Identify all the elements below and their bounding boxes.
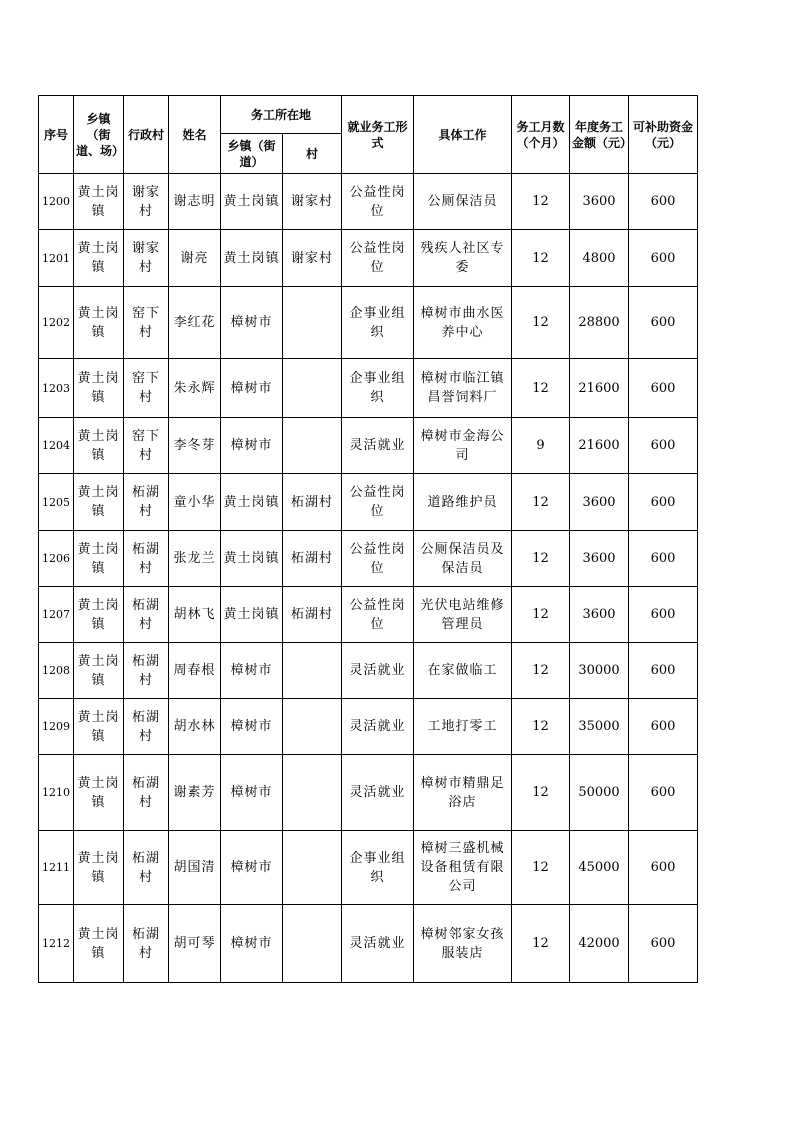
cell-months: 12 xyxy=(512,587,570,643)
cell-seq: 1207 xyxy=(39,587,74,643)
cell-subsidy: 600 xyxy=(629,287,698,359)
cell-job: 樟树市精鼎足浴店 xyxy=(414,755,512,831)
cell-job: 道路维护员 xyxy=(414,474,512,531)
cell-loc-township: 黄土岗镇 xyxy=(221,474,283,531)
cell-township: 黄土岗镇 xyxy=(74,474,124,531)
cell-subsidy: 600 xyxy=(629,755,698,831)
cell-loc-village xyxy=(283,287,342,359)
cell-months: 12 xyxy=(512,643,570,699)
cell-loc-township: 黄土岗镇 xyxy=(221,230,283,287)
cell-name: 谢素芳 xyxy=(169,755,221,831)
cell-township: 黄土岗镇 xyxy=(74,699,124,755)
cell-job: 公厕保洁员及保洁员 xyxy=(414,531,512,587)
cell-village: 窑下村 xyxy=(124,359,169,418)
cell-months: 12 xyxy=(512,174,570,230)
cell-village: 柘湖村 xyxy=(124,474,169,531)
cell-seq: 1202 xyxy=(39,287,74,359)
cell-job: 光伏电站维修管理员 xyxy=(414,587,512,643)
header-name: 姓名 xyxy=(169,96,221,174)
cell-job: 工地打零工 xyxy=(414,699,512,755)
cell-amount: 21600 xyxy=(570,359,629,418)
table-row xyxy=(39,230,698,287)
cell-name: 张龙兰 xyxy=(169,531,221,587)
cell-loc-township: 黄土岗镇 xyxy=(221,174,283,230)
cell-name: 童小华 xyxy=(169,474,221,531)
cell-name: 朱永辉 xyxy=(169,359,221,418)
cell-seq: 1212 xyxy=(39,905,74,983)
table-row xyxy=(39,418,698,474)
cell-job: 樟树三盛机械设备租赁有限公司 xyxy=(414,831,512,905)
cell-amount: 3600 xyxy=(570,587,629,643)
header-months: 务工月数（个月） xyxy=(512,96,570,174)
cell-subsidy: 600 xyxy=(629,230,698,287)
cell-subsidy: 600 xyxy=(629,531,698,587)
cell-name: 胡国清 xyxy=(169,831,221,905)
cell-township: 黄土岗镇 xyxy=(74,174,124,230)
table-row xyxy=(39,643,698,699)
cell-amount: 42000 xyxy=(570,905,629,983)
cell-amount: 4800 xyxy=(570,230,629,287)
cell-employment-type: 灵活就业 xyxy=(342,699,414,755)
cell-seq: 1203 xyxy=(39,359,74,418)
cell-amount: 21600 xyxy=(570,418,629,474)
cell-name: 胡可琴 xyxy=(169,905,221,983)
table-row xyxy=(39,831,698,905)
cell-employment-type: 灵活就业 xyxy=(342,418,414,474)
cell-village: 柘湖村 xyxy=(124,587,169,643)
header-loc-township: 乡镇（街道） xyxy=(221,134,283,174)
cell-seq: 1205 xyxy=(39,474,74,531)
cell-name: 胡林飞 xyxy=(169,587,221,643)
table-row xyxy=(39,755,698,831)
cell-months: 12 xyxy=(512,474,570,531)
header-township: 乡镇（街道、场） xyxy=(74,96,124,174)
table-row xyxy=(39,287,698,359)
cell-subsidy: 600 xyxy=(629,418,698,474)
cell-township: 黄土岗镇 xyxy=(74,287,124,359)
cell-township: 黄土岗镇 xyxy=(74,230,124,287)
cell-months: 9 xyxy=(512,418,570,474)
cell-employment-type: 灵活就业 xyxy=(342,905,414,983)
cell-employment-type: 公益性岗位 xyxy=(342,174,414,230)
cell-amount: 3600 xyxy=(570,174,629,230)
cell-months: 12 xyxy=(512,287,570,359)
header-loc-village: 村 xyxy=(283,134,342,174)
cell-amount: 50000 xyxy=(570,755,629,831)
table-row xyxy=(39,905,698,983)
cell-amount: 35000 xyxy=(570,699,629,755)
cell-subsidy: 600 xyxy=(629,359,698,418)
table-row xyxy=(39,587,698,643)
cell-loc-village: 谢家村 xyxy=(283,230,342,287)
cell-loc-village xyxy=(283,755,342,831)
cell-township: 黄土岗镇 xyxy=(74,531,124,587)
cell-subsidy: 600 xyxy=(629,587,698,643)
cell-seq: 1204 xyxy=(39,418,74,474)
cell-seq: 1210 xyxy=(39,755,74,831)
header-seq: 序号 xyxy=(39,96,74,174)
cell-village: 窑下村 xyxy=(124,418,169,474)
header-village: 行政村 xyxy=(124,96,169,174)
cell-subsidy: 600 xyxy=(629,174,698,230)
cell-employment-type: 灵活就业 xyxy=(342,755,414,831)
cell-months: 12 xyxy=(512,230,570,287)
header-job: 具体工作 xyxy=(414,96,512,174)
cell-township: 黄土岗镇 xyxy=(74,587,124,643)
cell-loc-township: 樟树市 xyxy=(221,418,283,474)
cell-amount: 3600 xyxy=(570,474,629,531)
cell-seq: 1211 xyxy=(39,831,74,905)
cell-months: 12 xyxy=(512,755,570,831)
cell-seq: 1208 xyxy=(39,643,74,699)
cell-village: 谢家村 xyxy=(124,230,169,287)
cell-amount: 3600 xyxy=(570,531,629,587)
cell-job: 樟树市金海公司 xyxy=(414,418,512,474)
cell-months: 12 xyxy=(512,905,570,983)
cell-subsidy: 600 xyxy=(629,905,698,983)
cell-employment-type: 公益性岗位 xyxy=(342,230,414,287)
cell-amount: 30000 xyxy=(570,643,629,699)
cell-loc-village xyxy=(283,418,342,474)
cell-loc-village xyxy=(283,699,342,755)
cell-township: 黄土岗镇 xyxy=(74,643,124,699)
cell-township: 黄土岗镇 xyxy=(74,755,124,831)
header-work-location: 务工所在地 xyxy=(221,96,342,134)
cell-loc-village xyxy=(283,643,342,699)
cell-job: 在家做临工 xyxy=(414,643,512,699)
cell-seq: 1206 xyxy=(39,531,74,587)
cell-village: 柘湖村 xyxy=(124,531,169,587)
cell-employment-type: 灵活就业 xyxy=(342,643,414,699)
cell-loc-village xyxy=(283,359,342,418)
cell-employment-type: 企事业组织 xyxy=(342,359,414,418)
header-subsidy: 可补助资金（元） xyxy=(629,96,698,174)
cell-months: 12 xyxy=(512,831,570,905)
table-row xyxy=(39,699,698,755)
cell-loc-village: 谢家村 xyxy=(283,174,342,230)
cell-seq: 1200 xyxy=(39,174,74,230)
cell-village: 柘湖村 xyxy=(124,905,169,983)
cell-job: 残疾人社区专委 xyxy=(414,230,512,287)
table-row xyxy=(39,531,698,587)
cell-name: 李红花 xyxy=(169,287,221,359)
cell-township: 黄土岗镇 xyxy=(74,831,124,905)
cell-loc-township: 樟树市 xyxy=(221,359,283,418)
cell-village: 窑下村 xyxy=(124,287,169,359)
cell-name: 胡水林 xyxy=(169,699,221,755)
cell-loc-village: 柘湖村 xyxy=(283,587,342,643)
table-row xyxy=(39,174,698,230)
cell-job: 公厕保洁员 xyxy=(414,174,512,230)
cell-loc-township: 樟树市 xyxy=(221,831,283,905)
cell-job: 樟树市曲水医养中心 xyxy=(414,287,512,359)
cell-seq: 1201 xyxy=(39,230,74,287)
cell-loc-village: 柘湖村 xyxy=(283,531,342,587)
cell-name: 谢志明 xyxy=(169,174,221,230)
cell-employment-type: 公益性岗位 xyxy=(342,531,414,587)
table-row xyxy=(39,359,698,418)
cell-months: 12 xyxy=(512,699,570,755)
cell-job: 樟树邻家女孩服装店 xyxy=(414,905,512,983)
cell-job: 樟树市临江镇昌誉饲料厂 xyxy=(414,359,512,418)
cell-amount: 28800 xyxy=(570,287,629,359)
cell-village: 柘湖村 xyxy=(124,699,169,755)
cell-loc-township: 樟树市 xyxy=(221,287,283,359)
cell-village: 柘湖村 xyxy=(124,755,169,831)
cell-loc-village: 柘湖村 xyxy=(283,474,342,531)
table-row xyxy=(39,474,698,531)
cell-township: 黄土岗镇 xyxy=(74,905,124,983)
cell-village: 谢家村 xyxy=(124,174,169,230)
cell-loc-village xyxy=(283,905,342,983)
cell-employment-type: 企事业组织 xyxy=(342,831,414,905)
cell-loc-township: 樟树市 xyxy=(221,755,283,831)
cell-subsidy: 600 xyxy=(629,643,698,699)
cell-loc-village xyxy=(283,831,342,905)
cell-township: 黄土岗镇 xyxy=(74,418,124,474)
cell-employment-type: 公益性岗位 xyxy=(342,587,414,643)
cell-loc-township: 黄土岗镇 xyxy=(221,531,283,587)
cell-subsidy: 600 xyxy=(629,699,698,755)
cell-amount: 45000 xyxy=(570,831,629,905)
cell-employment-type: 公益性岗位 xyxy=(342,474,414,531)
cell-loc-township: 樟树市 xyxy=(221,699,283,755)
cell-loc-township: 樟树市 xyxy=(221,905,283,983)
cell-subsidy: 600 xyxy=(629,474,698,531)
cell-name: 李冬芽 xyxy=(169,418,221,474)
cell-village: 柘湖村 xyxy=(124,831,169,905)
employment-subsidy-table xyxy=(38,95,698,983)
cell-township: 黄土岗镇 xyxy=(74,359,124,418)
cell-months: 12 xyxy=(512,531,570,587)
header-employment-type: 就业务工形式 xyxy=(342,96,414,174)
cell-loc-township: 黄土岗镇 xyxy=(221,587,283,643)
cell-name: 周春根 xyxy=(169,643,221,699)
cell-employment-type: 企事业组织 xyxy=(342,287,414,359)
cell-subsidy: 600 xyxy=(629,831,698,905)
cell-seq: 1209 xyxy=(39,699,74,755)
cell-loc-township: 樟树市 xyxy=(221,643,283,699)
cell-village: 柘湖村 xyxy=(124,643,169,699)
cell-name: 谢亮 xyxy=(169,230,221,287)
header-annual-amount: 年度务工金额（元） xyxy=(570,96,629,174)
cell-months: 12 xyxy=(512,359,570,418)
